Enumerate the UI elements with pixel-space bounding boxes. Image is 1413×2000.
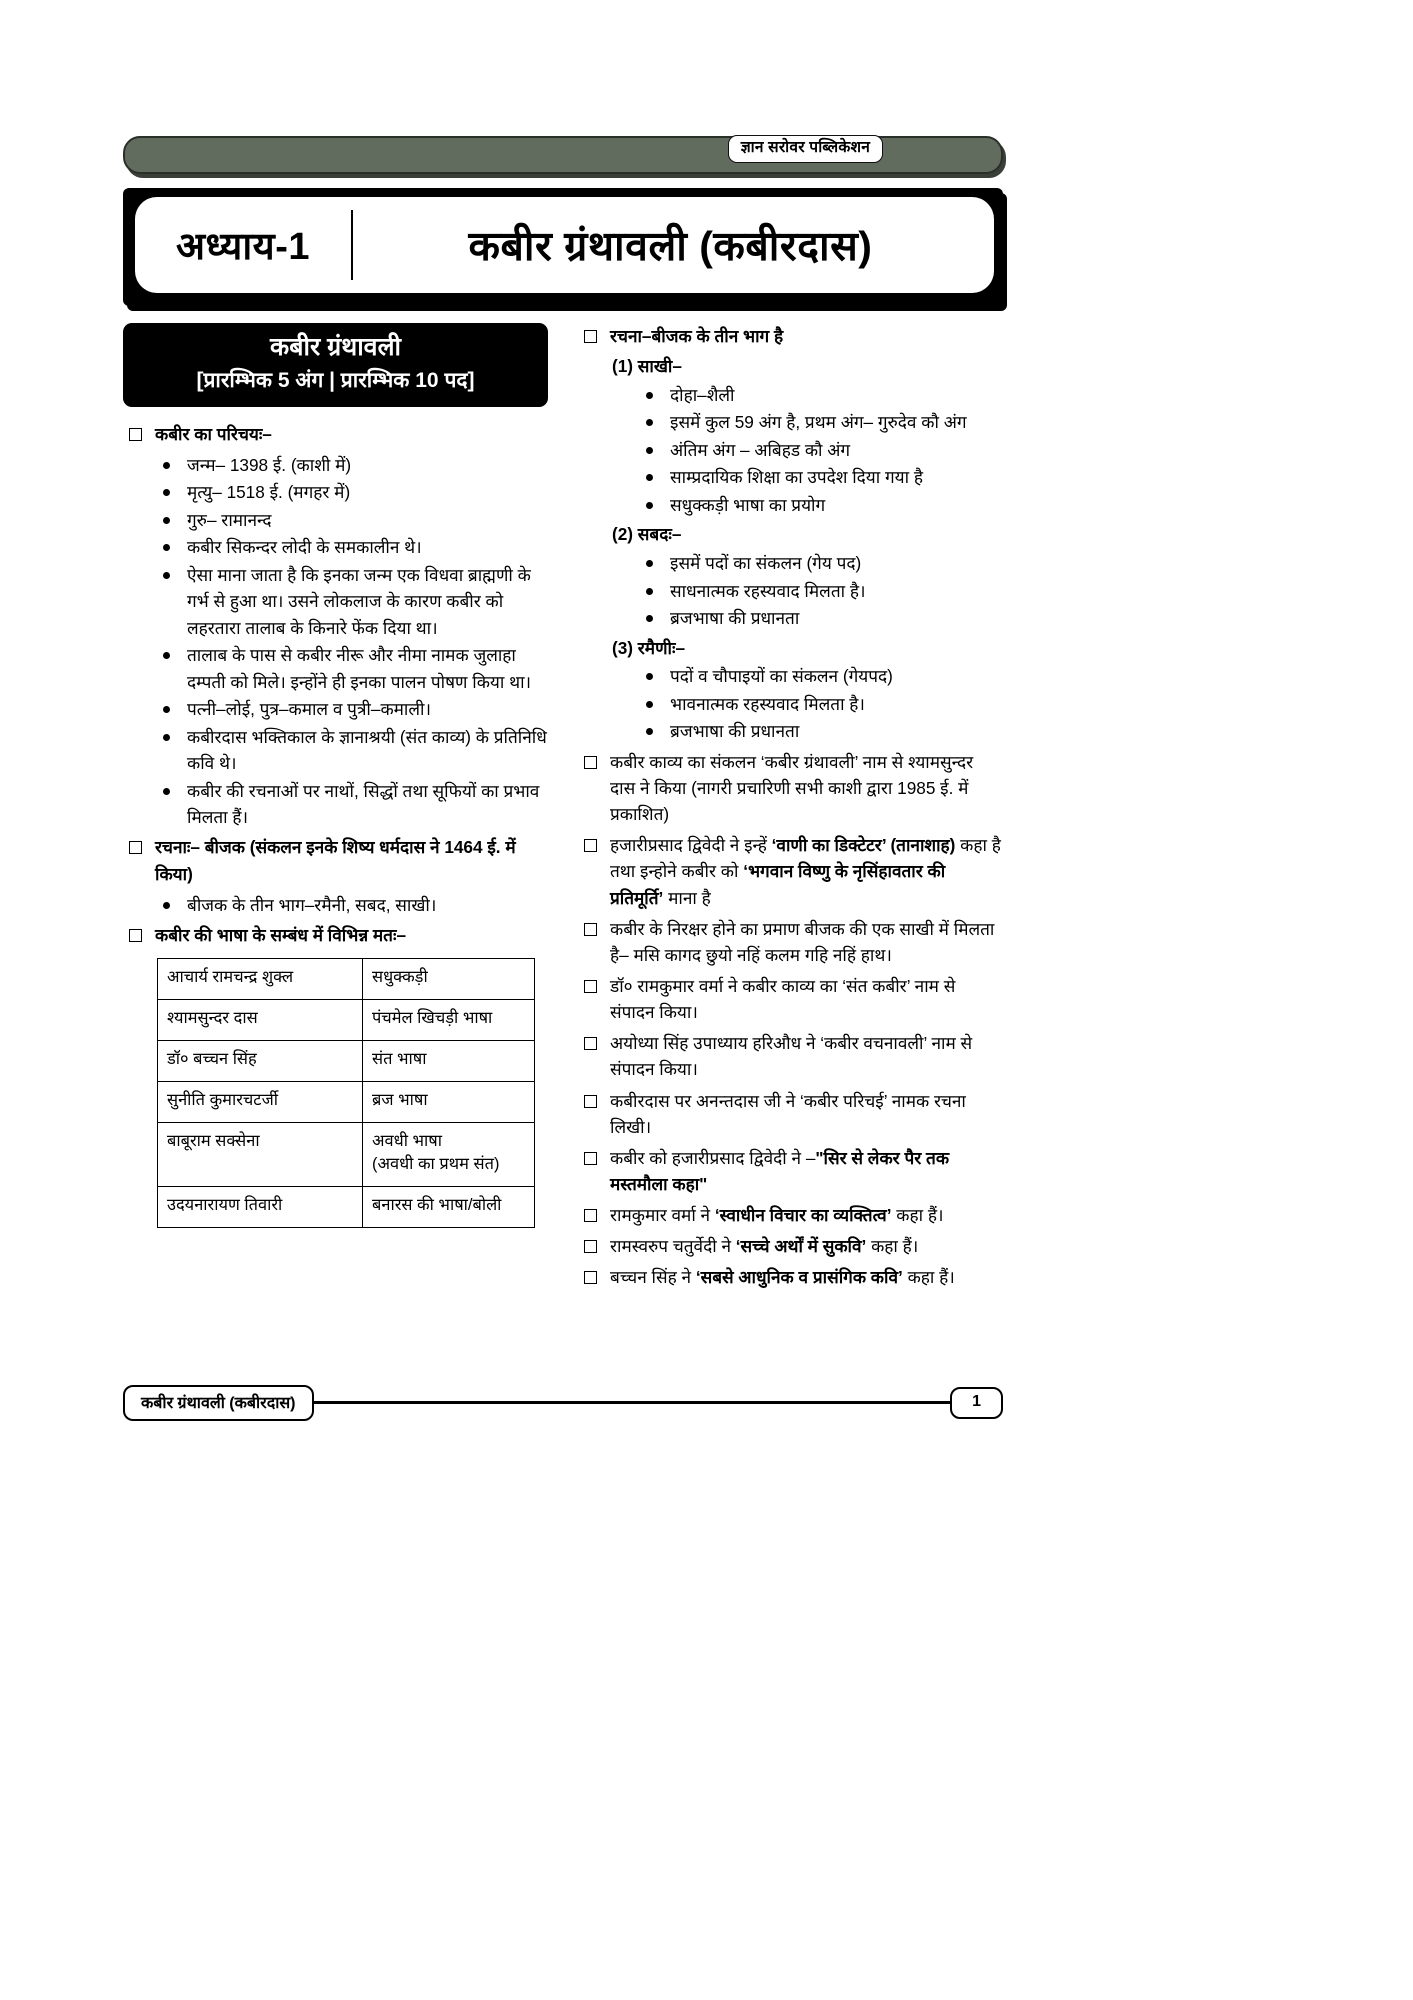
section-heading-box [123,323,548,407]
note-emphasis: ‘सच्चे अर्थों में सुकवि’ [735,1236,867,1257]
bhasha-heading: कबीर की भाषा के सम्बंध में विभिन्न मतः– [155,925,407,946]
table-row [158,1000,535,1041]
note-text: डॉ० रामकुमार वर्मा ने कबीर काव्य का ‘संत कबीर’ नाम से संपादन किया। [610,975,956,1023]
bijak-part-label: (1) साखी– [612,356,682,377]
list-item: भावनात्मक रहस्यवाद मिलता है। [644,691,1003,717]
list-item: दोहा–शैली [644,382,1003,408]
bijak-part-list [578,550,1003,631]
list-item: कबीरदास भक्तिकाल के ज्ञानाश्रयी (संत काव्य) के प्रतिनिधि कवि थे। [161,724,548,777]
table-row [158,959,535,1000]
square-bullet-icon [584,1240,597,1253]
note-block [578,1030,1003,1082]
square-bullet-icon [584,839,597,852]
note-emphasis: ‘वाणी का डिक्टेटर’ (तानाशाह) [771,835,956,856]
list-item: तालाब के पास से कबीर नीरू और नीमा नामक जुलाहा दम्पती को मिले। इन्होंने ही इनका पालन पोषण किया था। [161,642,548,695]
language-opinions-table [157,958,535,1227]
square-bullet-icon [584,330,597,343]
list-item: कबीर की रचनाओं पर नाथों, सिद्धों तथा सूफियों का प्रभाव मिलता हैं। [161,778,548,831]
note-text: रामकुमार वर्मा ने ‘स्वाधीन विचार का व्यक्तित्व’ कहा हैं। [610,1205,944,1226]
square-bullet-icon [584,980,597,993]
intro-list [123,452,548,831]
note-emphasis: "सिर से लेकर पैर तक मस्तमौला कहा" [610,1147,950,1194]
bhasha-heading-block [123,922,548,948]
note-text: हजारीप्रसाद द्विवेदी ने इन्हें ‘वाणी का डिक्टेटर’ (तानाशाह) कहा है तथा इन्होने कबीर को ‘भगवान विष्णु के नृसिंहावतार की प्रतिमूर्ति’ माना है [610,835,1001,908]
rachna-heading-block [123,834,548,886]
note-block [578,832,1003,910]
page-footer [123,1385,1003,1421]
right-rachna-heading-block [578,323,1003,349]
table-cell-language: पंचमेल खिचड़ी भाषा [363,1000,535,1041]
right-column [578,323,1003,1296]
section-heading-subtitle: [प्रारम्भिक 5 अंग | प्रारम्भिक 10 पद] [196,369,475,393]
list-item: बीजक के तीन भाग–रमैनी, सबद, साखी। [161,892,548,918]
intro-heading: कबीर का परिचयः– [155,423,272,444]
note-block [578,1202,1003,1228]
two-column-body [123,323,1003,1296]
chapter-banner [123,188,1003,306]
note-block [578,973,1003,1025]
kabir-notes-list [578,749,1003,1291]
list-item: कबीर सिकन्दर लोदी के समकालीन थे। [161,534,548,560]
note-text: रामस्वरुप चतुर्वेदी ने ‘सच्चे अर्थों में सुकवि’ कहा हैं। [610,1236,919,1257]
intro-heading-block [123,421,548,447]
note-emphasis: ‘भगवान विष्णु के नृसिंहावतार की प्रतिमूर्ति’ [610,861,946,908]
list-item: अंतिम अंग – अबिहड कौ अंग [644,437,1003,463]
square-bullet-icon [584,1271,597,1284]
footer-title: कबीर ग्रंथावली (कबीरदास) [123,1385,314,1421]
note-emphasis: ‘सबसे आधुनिक व प्रासंगिक कवि’ [695,1267,903,1288]
table-cell-critic: उदयनारायण तिवारी [158,1187,363,1228]
note-text: कबीर के निरक्षर होने का प्रमाण बीजक की एक साखी में मिलता है– मसि कागद छुयो नहिं कलम गहि नहिं हाथ। [610,918,995,965]
list-item: इसमें कुल 59 अंग है, प्रथम अंग– गुरुदेव कौ अंग [644,409,1003,435]
right-rachna-heading: रचना–बीजक के तीन भाग है [610,326,784,346]
chapter-banner-inner [135,197,994,293]
table-row [158,1187,535,1228]
square-bullet-icon [584,756,597,769]
table-row [158,1122,535,1187]
table-cell-critic: श्यामसुन्दर दास [158,1000,363,1041]
note-block [578,1088,1003,1140]
table-cell-critic: बाबूराम सक्सेना [158,1122,363,1187]
table-cell-language: अवधी भाषा (अवधी का प्रथम संत) [363,1122,535,1187]
bijak-part-list [578,382,1003,518]
note-text: कबीर को हजारीप्रसाद द्विवेदी ने –"सिर से लेकर पैर तक मस्तमौला कहा" [610,1147,950,1194]
table-row [158,1040,535,1081]
table-cell-critic: सुनीति कुमारचटर्जी [158,1081,363,1122]
chapter-number: अध्याय-1 [135,210,353,279]
list-item: ब्रजभाषा की प्रधानता [644,605,1003,631]
bijak-parts [578,354,1003,745]
table-cell-critic: आचार्य रामचन्द्र शुक्ल [158,959,363,1000]
bijak-part-label: (2) सबदः– [612,524,682,545]
list-item: मृत्यु– 1518 ई. (मगहर में) [161,479,548,505]
note-block [578,749,1003,827]
note-text: अयोध्या सिंह उपाध्याय हरिऔध ने ‘कबीर वचनावली’ नाम से संपादन किया। [610,1033,973,1080]
list-item: ब्रजभाषा की प्रधानता [644,718,1003,744]
table-cell-critic: डॉ० बच्चन सिंह [158,1040,363,1081]
table-cell-language: संत भाषा [363,1040,535,1081]
note-block [578,1233,1003,1259]
page-number: 1 [950,1387,1003,1419]
square-bullet-icon [129,841,142,854]
note-block [578,1145,1003,1197]
square-bullet-icon [584,1209,597,1222]
note-emphasis: ‘स्वाधीन विचार का व्यक्तित्व’ [714,1205,892,1226]
note-text: बच्चन सिंह ने ‘सबसे आधुनिक व प्रासंगिक कवि’ कहा हैं। [610,1267,955,1288]
list-item: ऐसा माना जाता है कि इनका जन्म एक विधवा ब्राह्मणी के गर्भ से हुआ था। उसने लोकलाज के कारण कबीर को लहरतारा तालाब के किनारे फेंक दिया था। [161,562,548,641]
square-bullet-icon [584,1095,597,1108]
list-item: साम्प्रदायिक शिक्षा का उपदेश दिया गया है [644,464,1003,490]
square-bullet-icon [584,923,597,936]
list-item: पदों व चौपाइयों का संकलन (गेयपद) [644,663,1003,689]
list-item: इसमें पदों का संकलन (गेय पद) [644,550,1003,576]
square-bullet-icon [584,1037,597,1050]
note-text: कबीर काव्य का संकलन ‘कबीर ग्रंथावली’ नाम से श्यामसुन्दर दास ने किया (नागरी प्रचारिणी सभी काशी द्वारा 1985 ई. में प्रकाशित) [610,751,974,825]
list-item: सधुक्कड़ी भाषा का प्रयोग [644,492,1003,518]
note-block [578,1264,1003,1290]
page-content [123,136,1003,1426]
square-bullet-icon [584,1152,597,1165]
note-block [578,916,1003,968]
table-cell-language: सधुक्कड़ी [363,959,535,1000]
rachna-list [123,892,548,918]
list-item: साधनात्मक रहस्यवाद मिलता है। [644,578,1003,604]
publisher-name: ज्ञान सरोवर पब्लिकेशन [728,135,883,163]
bijak-part-list [578,663,1003,744]
table-cell-language: ब्रज भाषा [363,1081,535,1122]
rachna-heading: रचनाः– बीजक (संकलन इनके शिष्य धर्मदास ने 1464 ई. में किया) [155,837,516,884]
chapter-title: कबीर ग्रंथावली (कबीरदास) [468,223,873,269]
note-text: कबीरदास पर अनन्तदास जी ने ‘कबीर परिचई’ नामक रचना लिखी। [610,1090,966,1137]
list-item: जन्म– 1398 ई. (काशी में) [161,452,548,478]
table-cell-language: बनारस की भाषा/बोली [363,1187,535,1228]
list-item: गुरु– रामानन्द [161,507,548,533]
table-row [158,1081,535,1122]
square-bullet-icon [129,428,142,441]
publisher-bar [123,136,1003,174]
section-heading-title: कबीर ग्रंथावली [270,333,401,361]
bijak-part-label: (3) रमैणीः– [612,637,685,658]
list-item: पत्नी–लोई, पुत्र–कमाल व पुत्री–कमाली। [161,696,548,722]
left-column [123,323,548,1228]
square-bullet-icon [129,929,142,942]
